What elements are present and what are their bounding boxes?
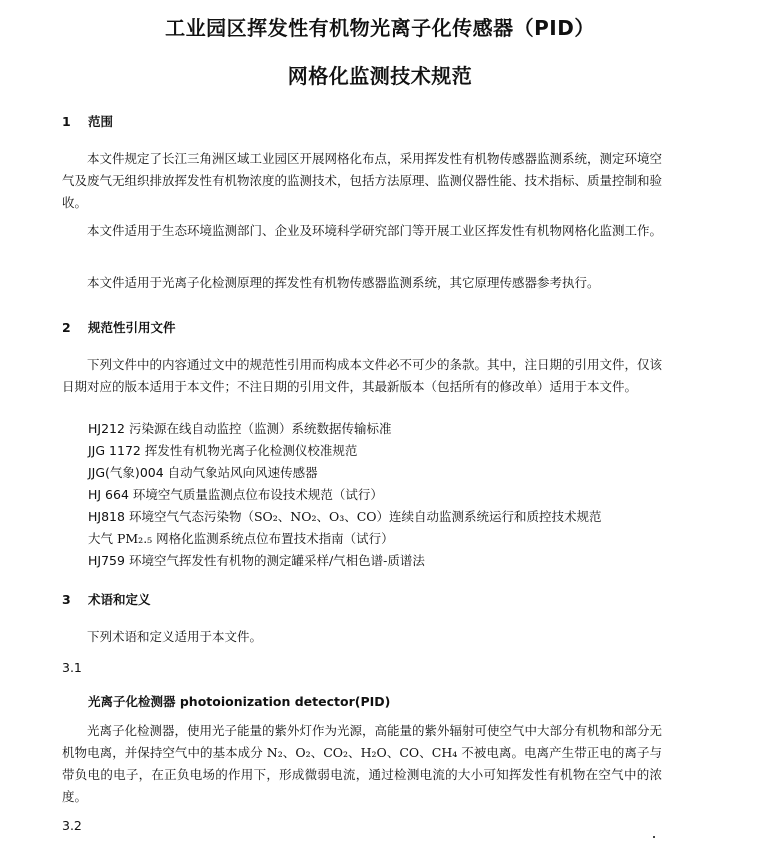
section-2-heading (62, 318, 176, 336)
clause-3-2-number: 3.2 (62, 818, 82, 833)
section-2-title: 规范性引用文件 (88, 320, 176, 335)
section-3-title: 术语和定义 (88, 592, 151, 607)
reference-item: HJ759 环境空气挥发性有机物的测定罐采样/气相色谱-质谱法 (88, 553, 425, 568)
section-1-paragraph-3: 本文件适用于光离子化检测原理的挥发性有机物传感器监测系统，其它原理传感器参考执行。 (87, 275, 600, 290)
reference-list (88, 418, 602, 572)
reference-item: HJ212 污染源在线自动监控（监测）系统数据传输标准 (88, 421, 392, 436)
section-1-paragraph-2: 本文件适用于生态环境监测部门、企业及环境科学研究部门等开展工业区挥发性有机物网格化监测工作。 (87, 223, 663, 238)
section-3-heading (62, 590, 151, 608)
reference-item: JJG(气象)004 自动气象站风向风速传感器 (88, 465, 318, 480)
section-1-title: 范围 (88, 114, 114, 129)
document-title-line1: 工业园区挥发性有机物光离子化传感器（PID） (165, 16, 595, 40)
reference-item: HJ818 环境空气气态污染物（SO₂、NO₂、O₃、CO）连续自动监测系统运行和质控技术规范 (88, 509, 602, 524)
term-3-1-definition: 光离子化检测器，使用光子能量的紫外灯作为光源，高能量的紫外辐射可使空气中大部分有机物和部分无机物电离，并保持空气中的基本成分 N₂、O₂、CO₂、H₂O、CO、CH₄ 不被电离。电离产生带正电的离子与带负电的电子，在正负电场的作用下，形成微弱电流，通过检测电流的大小可知挥发性有机物在空气中的浓度。 (62, 723, 663, 804)
document-title-line2: 网格化监测技术规范 (287, 64, 473, 88)
section-2-number: 2 (62, 320, 71, 335)
reference-item: HJ 664 环境空气质量监测点位布设技术规范（试行） (88, 487, 383, 502)
page-mark-dot (653, 836, 655, 838)
section-3-intro: 下列术语和定义适用于本文件。 (87, 629, 263, 644)
section-1-number: 1 (62, 114, 71, 129)
section-3-number: 3 (62, 592, 71, 607)
section-1-paragraph-1: 本文件规定了长江三角洲区域工业园区开展网格化布点，采用挥发性有机物传感器监测系统，测定环境空气及废气无组织排放挥发性有机物浓度的监测技术，包括方法原理、监测仪器性能、技术指标、质量控制和验收。 (62, 151, 663, 210)
section-2-intro: 下列文件中的内容通过文中的规范性引用而构成本文件必不可少的条款。其中，注日期的引用文件，仅该日期对应的版本适用于本文件；不注日期的引用文件，其最新版本（包括所有的修改单）适用于本文件。 (62, 357, 663, 394)
term-3-1-title: 光离子化检测器 photoionization detector(PID) (88, 694, 391, 709)
section-1-heading (62, 112, 113, 130)
clause-3-1-number: 3.1 (62, 660, 82, 675)
reference-item: 大气 PM₂.₅ 网格化监测系统点位布置技术指南（试行） (88, 531, 394, 546)
reference-item: JJG 1172 挥发性有机物光离子化检测仪校准规范 (88, 443, 358, 458)
